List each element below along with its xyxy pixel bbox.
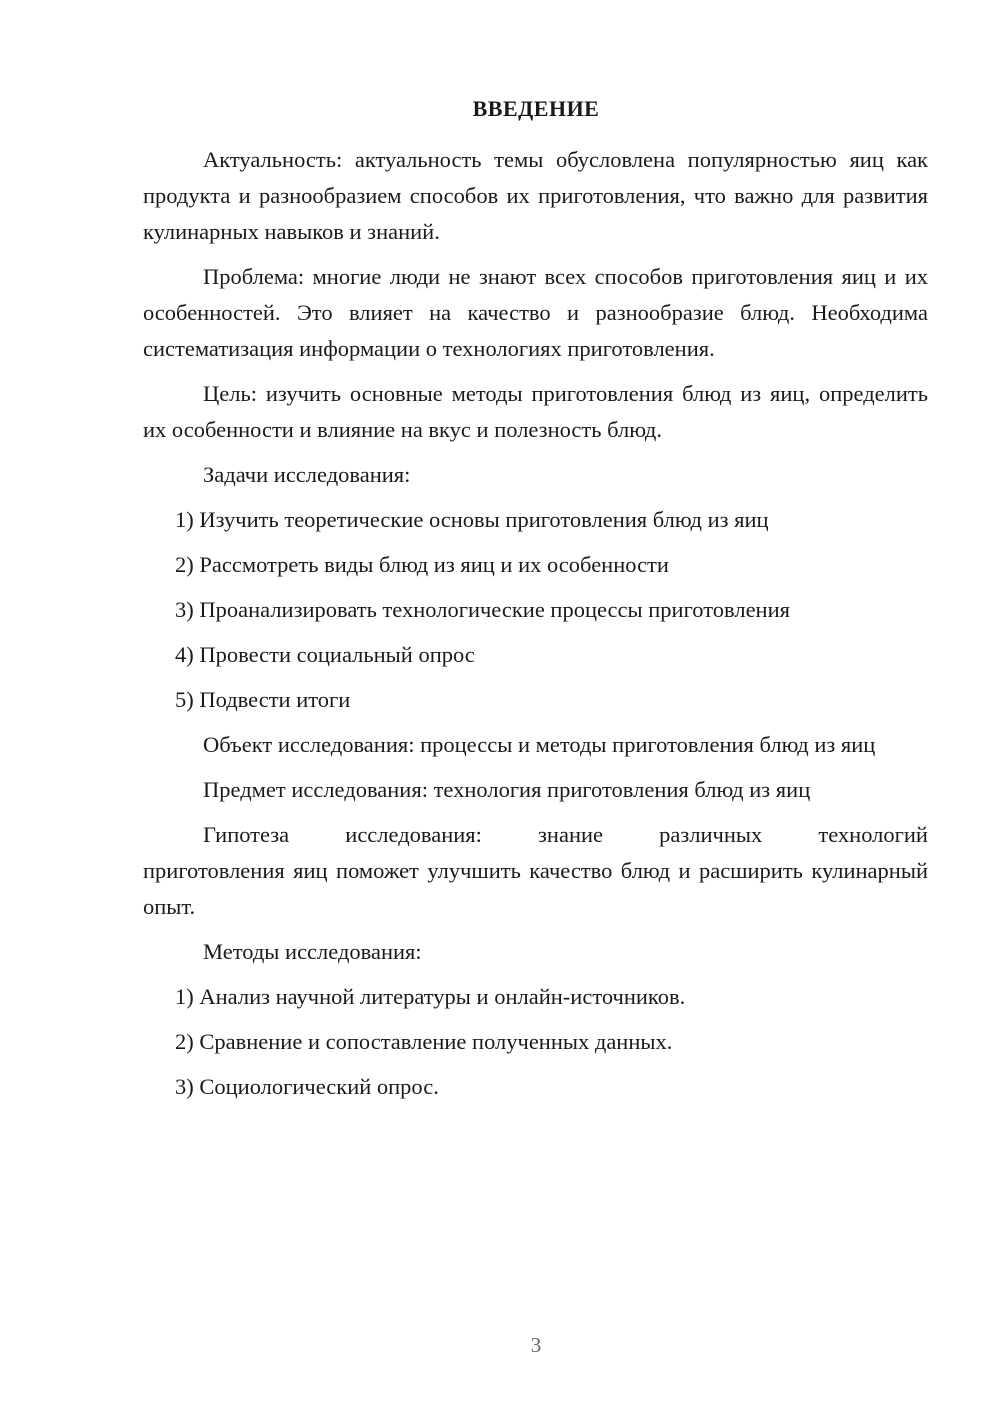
methods-label: Методы исследования:: [203, 939, 422, 964]
method-item: 2) Сравнение и сопоставление полученных данных.: [175, 1029, 673, 1054]
task-item: 4) Провести социальный опрос: [175, 642, 475, 667]
task-item: 3) Проанализировать технологические процессы приготовления: [175, 597, 790, 622]
hypothesis-paragraph: [143, 817, 928, 925]
methods-list: [143, 979, 928, 1105]
hypothesis-word: исследования:: [345, 822, 482, 847]
document-body: [143, 142, 928, 1114]
tasks-list: [143, 502, 928, 718]
task-item: 1) Изучить теоретические основы приготовления блюд из яиц: [175, 507, 769, 532]
method-item: 1) Анализ научной литературы и онлайн-источников.: [175, 984, 686, 1009]
task-item: 2) Рассмотреть виды блюд из яиц и их особенности: [175, 552, 669, 577]
relevance-paragraph: Актуальность: актуальность темы обусловлена популярностью яиц как продукта и разнообразием способов их приготовления, что важно для развития кулинарных навыков и знаний.: [143, 147, 928, 244]
hypothesis-first-line: [143, 817, 928, 853]
task-item: 5) Подвести итоги: [175, 687, 351, 712]
hypothesis-word: Гипотеза: [203, 822, 290, 847]
problem-paragraph: Проблема: многие люди не знают всех способов приготовления яиц и их особенностей. Это влияет на качество и разнообразие блюд. Необходима систематизация информации о технологиях приготовления.: [143, 264, 928, 361]
page-number: 3: [530, 1333, 542, 1357]
section-heading: ВВЕДЕНИЕ: [472, 96, 600, 121]
method-item: 3) Социологический опрос.: [175, 1074, 439, 1099]
goal-paragraph: Цель: изучить основные методы приготовления блюд из яиц, определить их особенности и влияние на вкус и полезность блюд.: [143, 381, 928, 442]
hypothesis-word: технологий: [818, 822, 928, 847]
hypothesis-word: различных: [659, 822, 763, 847]
hypothesis-rest: приготовления яиц поможет улучшить качество блюд и расширить кулинарный опыт.: [143, 858, 928, 919]
object-paragraph: Объект исследования: процессы и методы приготовления блюд из яиц: [203, 732, 876, 757]
subject-paragraph: Предмет исследования: технология приготовления блюд из яиц: [203, 777, 811, 802]
tasks-label: Задачи исследования:: [203, 462, 411, 487]
hypothesis-word: знание: [538, 822, 604, 847]
